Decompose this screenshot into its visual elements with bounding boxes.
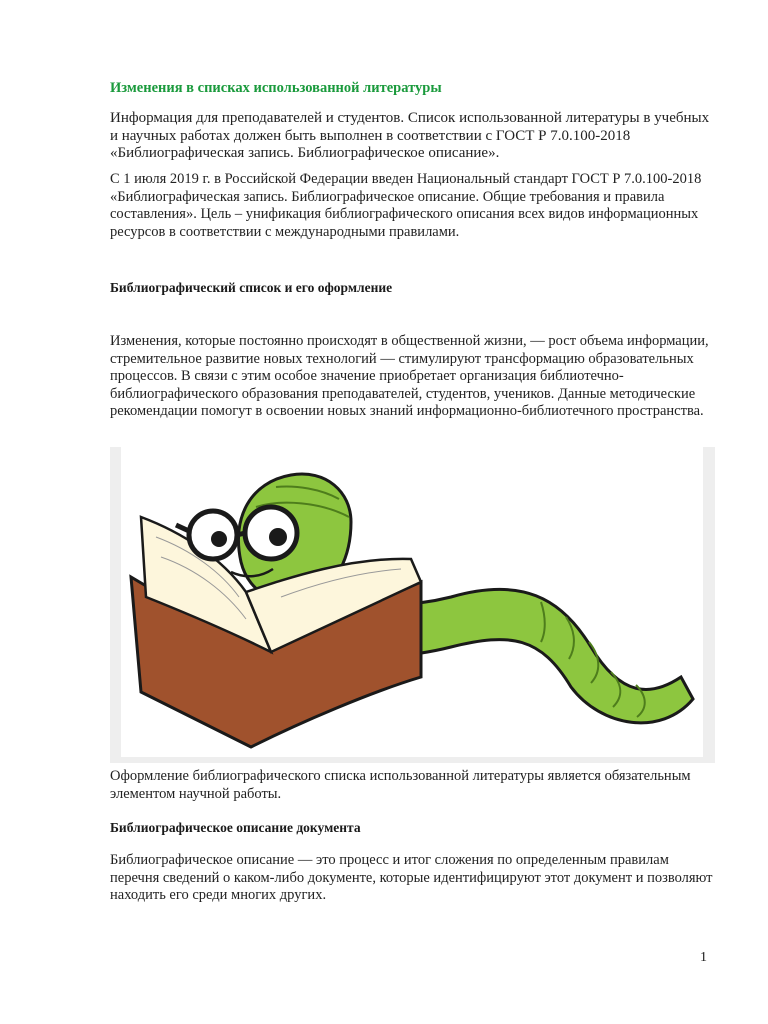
section-heading-bibliographic-description: Библиографическое описание документа (110, 820, 361, 835)
paragraph-description-definition: Библиографическое описание — это процесс и итог сложения по определенным правилам перечня сведений о каком-либо документе, которые идентифицируют этот документ и позволяют находить его среди многих других. (110, 852, 713, 904)
paragraph-standard: С 1 июля 2019 г. в Российской Федерации введен Национальный стандарт ГОСТ Р 7.0.100-2018 «Библиографическая запись. Библиографическое описание. Общие требования и правила составления». Цель – унификация библиографического описания всех видов информационных ресурсов в соответствии с международными правилами. (110, 171, 702, 240)
section-heading-bibliographic-list: Библиографический список и его оформление (110, 280, 393, 295)
illustration-frame (110, 447, 715, 763)
illustration-canvas (121, 447, 703, 757)
page-number: 1 (700, 950, 707, 965)
worm-eye-right (269, 528, 287, 546)
paragraph-changes: Изменения, которые постоянно происходят в общественной жизни, — рост объема информации, стремительное развитие новых технологий — стимулируют трансформацию образовательных процессов. В связи с этим особое значение приобретает организация библиотечно-библиографического образования преподавателей, студентов, учеников. Данные методические рекомендации помогут в освоении новых знаний информационно-библиотечного пространства. (110, 333, 709, 420)
paragraph-list-requirement: Оформление библиографического списка использованной литературы является обязательным элементом научной работы. (110, 768, 691, 802)
worm-eye-left (211, 531, 227, 547)
paragraph-intro: Информация для преподавателей и студентов. Список использованной литературы в учебных и научных работах должен быть выполнен в соответствии с ГОСТ Р 7.0.100-2018 «Библиографическая запись. Библиографическое описание». (110, 110, 710, 162)
document-title: Изменения в списках использованной литературы (110, 80, 442, 96)
bookworm-illustration (121, 447, 703, 757)
